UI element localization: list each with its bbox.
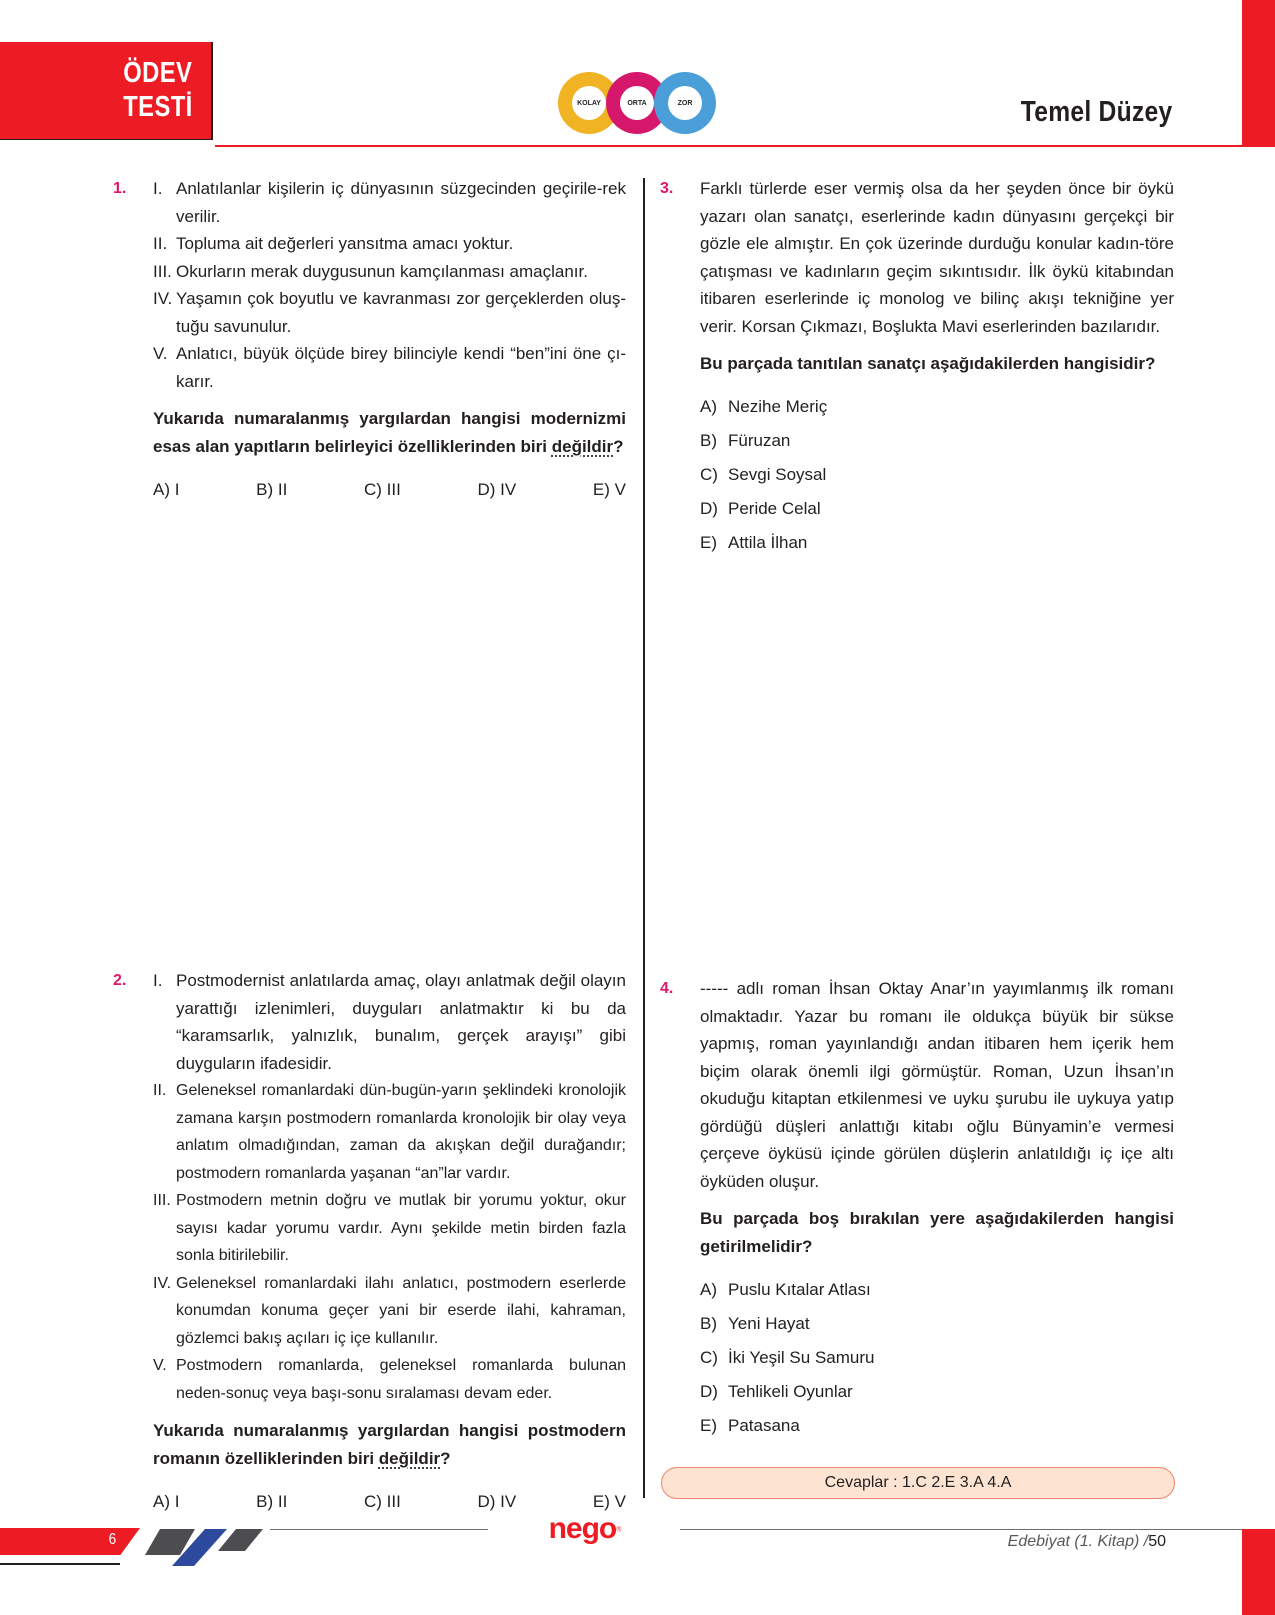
- difficulty-orta-label: ORTA: [620, 86, 654, 120]
- option-text: Puslu Kıtalar Atlası: [728, 1280, 871, 1299]
- publisher-logo-text: nego: [548, 1512, 617, 1545]
- option-letter: B): [700, 431, 717, 450]
- question-prompt: Bu parçada boş bırakılan yere aşağıdakilerden hangisi getirilmelidir?: [700, 1209, 1174, 1256]
- statement-text: Okurların merak duygusunun kamçılanması amaçlanır.: [176, 261, 588, 281]
- test-type-line1: ÖDEV: [123, 57, 193, 89]
- statement-text: Geleneksel romanlardaki dün-bugün-yarın şeklindeki kronolojik zamana karşın postmodern romanlarda kronolojik bir olay veya anlatım olmadığından, zaman da akışkan değil durağandır; postmodern romanlarda yaşanan “an”lar vardır.: [176, 1082, 626, 1182]
- statement-text: Postmodern metnin doğru ve mutlak bir yorumu yoktur, okur sayısı kadar yorumu vardır. Aynı şekilde metin birden fazla sonla bitirilebilir.: [176, 1192, 626, 1264]
- footer-rule: [680, 1529, 1242, 1530]
- option-text: Sevgi Soysal: [728, 465, 827, 484]
- statement-roman: IV.: [153, 1274, 172, 1292]
- question-prompt: [153, 1417, 626, 1473]
- statement: [153, 1352, 626, 1407]
- prompt-emphasis: değildir: [378, 1449, 441, 1468]
- statement: [153, 1187, 626, 1270]
- statement-text: Anlatıcı, büyük ölçüde birey bilinciyle kendi “ben”ini öne çı-karır.: [176, 344, 626, 391]
- prompt-emphasis: değildir: [551, 437, 614, 456]
- decorative-stripe: [218, 1529, 263, 1551]
- statement: [153, 285, 626, 340]
- option-text: Füruzan: [728, 431, 791, 450]
- book-page: 50: [1148, 1533, 1166, 1550]
- option-b[interactable]: [700, 424, 1174, 458]
- header-divider: [215, 145, 1245, 147]
- option-b[interactable]: [700, 1307, 1174, 1341]
- statement: [153, 340, 626, 395]
- answer-key: Cevaplar : 1.C 2.E 3.A 4.A: [661, 1467, 1175, 1499]
- statement-roman: I.: [153, 971, 163, 990]
- option-c[interactable]: [700, 1341, 1174, 1375]
- question-prompt: [153, 405, 626, 461]
- question-passage: ----- adlı roman İhsan Oktay Anar’ın yayımlanmış ilk romanı olmaktadır. Yazar bu romanı ile oldukça büyük bir sükse yapmış, roman yayınlandığı andan itibaren hem içerik hem biçim olarak önemli ilgi görmüştür. Roman, Uzun İhsan’ın okuduğu kitaptan etkilenmesi ve uyku şurubu ile uykuya yatıp gördüğü düşleri anlattığı kitabı oğlu Bünyamin’e vermesi çerçeve öyküsü içinde görülen düşlerin anlatıldığı iç içe altı öyküden oluşur.: [700, 979, 1174, 1191]
- book-reference: [1008, 1533, 1166, 1551]
- statement-roman: III.: [153, 261, 172, 281]
- book-title: Edebiyat (1. Kitap): [1007, 1533, 1140, 1550]
- difficulty-zor-label: ZOR: [668, 86, 702, 120]
- page-number: 6: [108, 1531, 117, 1548]
- question-number: 2.: [113, 972, 127, 989]
- difficulty-kolay-label: KOLAY: [572, 86, 606, 120]
- statement-roman: III.: [153, 1192, 171, 1209]
- option-d[interactable]: [700, 1375, 1174, 1409]
- statement-text: Geleneksel romanlardaki ilahı anlatıcı, postmodern eserlerde konumdan konuma geçer yani bir eserde ilahi, kahraman, gözlemci bakış açıları iç içe kullanılır.: [176, 1274, 626, 1347]
- question-prompt: Bu parçada tanıtılan sanatçı aşağıdakilerden hangisidir?: [700, 354, 1156, 373]
- option-a[interactable]: [700, 1273, 1174, 1307]
- statement-roman: II.: [153, 234, 168, 253]
- option-e[interactable]: E) V: [592, 480, 626, 499]
- option-c[interactable]: C) III: [363, 480, 401, 499]
- book-separator: /: [1143, 1533, 1149, 1550]
- option-text: Patasana: [728, 1416, 800, 1435]
- option-d[interactable]: D) IV: [477, 480, 517, 499]
- question-number: 1.: [113, 180, 127, 197]
- option-letter: C): [700, 465, 718, 484]
- statement-roman: II.: [153, 1082, 167, 1099]
- answer-options: [700, 390, 1174, 560]
- statement-roman: V.: [153, 1357, 167, 1374]
- prompt-text: Yukarıda numaralanmış yargılardan hangisi postmodern romanın özelliklerinden biri: [153, 1421, 626, 1468]
- option-text: Yeni Hayat: [728, 1314, 810, 1333]
- level-title: Temel Düzey: [1020, 96, 1172, 128]
- option-a[interactable]: A) I: [153, 480, 180, 499]
- statement-text: Anlatılanlar kişilerin iç dünyasının süzgecinden geçirile-rek verilir.: [176, 179, 626, 226]
- question-number: 3.: [660, 180, 674, 197]
- question-passage: Farklı türlerde eser vermiş olsa da her şeyden önce bir öykü yazarı olan sanatçı, eserlerinde kadın dünyasını gerçekçi bir gözle ele almıştır. En çok üzerinde durduğu konular kadın-töre çatışması ve kadınların geçim sıkıntısıdır. İlk öykü kitabından itibaren eserlerinde iç monolog ve bilinç akışı tekniğine yer verir. Korsan Çıkmazı, Boşlukta Mavi eserlerinden bazılarıdır.: [700, 179, 1174, 336]
- option-text: Nezihe Meriç: [728, 397, 828, 416]
- statement-text: Yaşamın çok boyutlu ve kavranması zor gerçeklerden oluş-tuğu savunulur.: [176, 289, 626, 336]
- option-b[interactable]: B) II: [256, 480, 288, 499]
- option-letter: D): [700, 499, 718, 518]
- footer-underline: [0, 1563, 120, 1565]
- statement-roman: IV.: [153, 289, 173, 308]
- option-a[interactable]: [700, 390, 1174, 424]
- prompt-text: Yukarıda numaralanmış yargılardan hangisi modernizmi esas alan yapıtların belirleyici özelliklerinden biri: [153, 409, 626, 456]
- option-b[interactable]: B) II: [256, 1492, 288, 1511]
- option-text: İki Yeşil Su Samuru: [728, 1348, 875, 1367]
- option-a[interactable]: A) I: [153, 1492, 180, 1511]
- option-text: Peride Celal: [728, 499, 821, 518]
- difficulty-rings-icon: [558, 72, 718, 134]
- footer-page-banner: [0, 1528, 140, 1555]
- column-divider: [643, 178, 645, 1498]
- header-side-bar: [1242, 0, 1275, 147]
- option-letter: B): [700, 1314, 717, 1333]
- statement: [153, 258, 626, 286]
- option-letter: C): [700, 1348, 718, 1367]
- option-text: Tehlikeli Oyunlar: [728, 1382, 853, 1401]
- footer-rule: [270, 1529, 488, 1530]
- option-letter: E): [700, 533, 717, 552]
- option-e[interactable]: [700, 526, 1174, 560]
- statement-text: Topluma ait değerleri yansıtma amacı yoktur.: [176, 234, 514, 253]
- statement-text: Postmodernist anlatılarda amaç, olayı anlatmak değil olayın yarattığı izlenimleri, duyguları anlatmaktır ki bu da “karamsarlık, yalnızlık, bunalım, gerçek arayışı” gibi duyguların ifadesidir.: [176, 971, 626, 1073]
- test-type-title: [124, 56, 193, 124]
- statement-roman: I.: [153, 179, 163, 198]
- option-letter: A): [700, 1280, 717, 1299]
- test-type-banner: [0, 42, 213, 140]
- option-letter: A): [700, 397, 717, 416]
- prompt-suffix: ?: [440, 1449, 451, 1468]
- registered-mark-icon: ®: [616, 1526, 622, 1534]
- statement-roman: V.: [153, 344, 168, 363]
- publisher-logo: [490, 1511, 680, 1551]
- answer-options: [700, 1273, 1174, 1443]
- test-type-line2: TESTİ: [123, 91, 193, 123]
- statement: [153, 967, 626, 1077]
- answer-options: [153, 476, 626, 504]
- option-letter: E): [700, 1416, 717, 1435]
- statement-text: Postmodern romanlarda, geleneksel romanlarda bulunan neden-sonuç veya başı-sonu sıralaması devam eder.: [176, 1357, 626, 1402]
- option-d[interactable]: D) IV: [477, 1492, 517, 1511]
- question-number: 4.: [660, 980, 674, 997]
- option-e[interactable]: [700, 1409, 1174, 1443]
- statement: [153, 175, 626, 230]
- statement: [153, 1270, 626, 1353]
- option-letter: D): [700, 1382, 718, 1401]
- option-c[interactable]: [700, 458, 1174, 492]
- option-e[interactable]: E) V: [592, 1492, 626, 1511]
- difficulty-zor-ring: [654, 72, 716, 134]
- option-c[interactable]: C) III: [363, 1492, 401, 1511]
- statement: [153, 1077, 626, 1187]
- prompt-suffix: ?: [613, 437, 624, 456]
- option-text: Attila İlhan: [728, 533, 808, 552]
- statement: [153, 230, 626, 258]
- option-d[interactable]: [700, 492, 1174, 526]
- footer-side-bar: [1242, 1529, 1275, 1615]
